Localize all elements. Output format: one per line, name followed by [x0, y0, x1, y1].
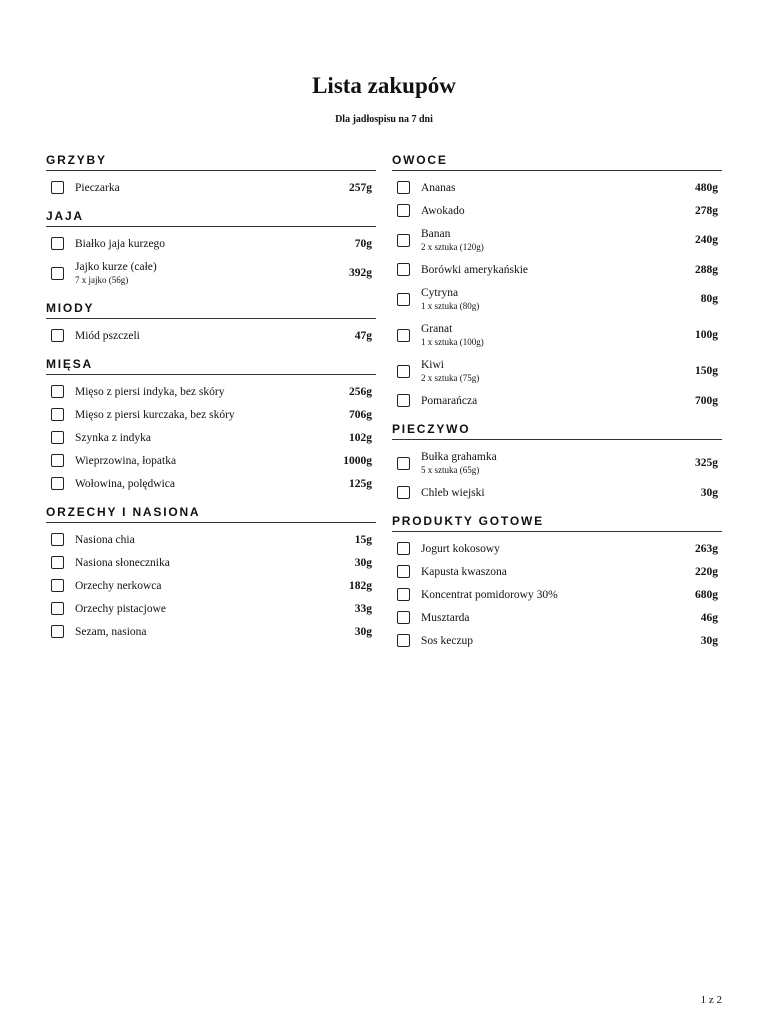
list-item	[46, 597, 376, 620]
list-item	[392, 445, 722, 481]
section-jaja	[46, 207, 376, 291]
item-text	[75, 625, 355, 639]
item-name: Pieczarka	[75, 181, 120, 194]
list-item	[392, 199, 722, 222]
item-checkbox[interactable]	[397, 181, 410, 194]
item-amount: 125g	[349, 477, 372, 490]
item-amount: 480g	[695, 181, 718, 194]
list-item	[46, 620, 376, 643]
list-item	[46, 232, 376, 255]
item-checkbox[interactable]	[397, 634, 410, 647]
item-checkbox[interactable]	[397, 263, 410, 276]
item-name: Sos keczup	[421, 634, 474, 647]
left-column	[46, 151, 376, 651]
item-checkbox[interactable]	[397, 234, 410, 247]
list-item	[46, 403, 376, 426]
list-item	[392, 176, 722, 199]
list-item	[392, 317, 722, 353]
list-item	[46, 574, 376, 597]
item-checkbox[interactable]	[51, 431, 64, 444]
item-amount: 220g	[695, 565, 718, 578]
item-name: Ananas	[421, 181, 456, 194]
item-checkbox[interactable]	[51, 408, 64, 421]
item-name: Bułka grahamka	[421, 451, 497, 463]
list-item	[46, 255, 376, 291]
item-name: Banan	[421, 228, 451, 240]
page-title: Lista zakupów	[312, 73, 456, 98]
item-amount: 100g	[695, 329, 718, 341]
item-text	[421, 634, 701, 648]
item-amount: 30g	[354, 625, 372, 638]
list-item	[392, 560, 722, 583]
item-amount: 257g	[349, 181, 372, 194]
item-name: Orzechy pistacjowe	[75, 602, 167, 615]
list-item	[46, 449, 376, 472]
list-item	[46, 380, 376, 403]
item-checkbox[interactable]	[51, 477, 64, 490]
item-name: Awokado	[421, 204, 465, 217]
item-amount: 288g	[695, 263, 718, 276]
list-item	[392, 222, 722, 258]
item-amount: 278g	[695, 204, 718, 217]
item-amount: 240g	[695, 234, 718, 246]
item-amount: 70g	[354, 237, 372, 250]
list-item	[392, 537, 722, 560]
item-text	[75, 237, 355, 251]
item-checkbox[interactable]	[51, 181, 64, 194]
item-checkbox[interactable]	[397, 365, 410, 378]
item-amount: 325g	[695, 457, 718, 469]
item-name: Białko jaja kurzego	[75, 237, 166, 250]
item-text	[421, 542, 695, 556]
item-checkbox[interactable]	[51, 556, 64, 569]
item-amount: 80g	[700, 293, 718, 305]
item-amount: 263g	[695, 542, 718, 555]
section-title: GRZYBY	[46, 151, 376, 171]
item-checkbox[interactable]	[397, 486, 410, 499]
section-title: MIODY	[46, 299, 376, 319]
item-portion: 1 x sztuka (100g)	[421, 337, 484, 347]
item-text	[421, 286, 701, 312]
item-name: Jajko kurze (całe)	[75, 261, 157, 273]
item-checkbox[interactable]	[51, 385, 64, 398]
item-text	[75, 579, 349, 593]
item-amount: 15g	[354, 533, 372, 546]
list-item	[392, 606, 722, 629]
list-item	[392, 389, 722, 412]
section-grzyby	[46, 151, 376, 199]
item-text	[421, 588, 695, 602]
item-text	[75, 454, 343, 468]
item-checkbox[interactable]	[51, 602, 64, 615]
item-amount: 47g	[354, 329, 372, 342]
item-checkbox[interactable]	[397, 457, 410, 470]
section-miody	[46, 299, 376, 347]
item-amount: 1000g	[343, 454, 372, 467]
item-checkbox[interactable]	[397, 588, 410, 601]
item-checkbox[interactable]	[51, 329, 64, 342]
item-name: Jogurt kokosowy	[421, 542, 500, 555]
item-amount: 700g	[695, 394, 718, 407]
item-checkbox[interactable]	[397, 204, 410, 217]
item-name: Cytryna	[421, 287, 459, 299]
list-item	[392, 353, 722, 389]
section-title: PRODUKTY GOTOWE	[392, 512, 722, 532]
section-owoce	[392, 151, 722, 412]
section-pieczywo	[392, 420, 722, 504]
item-amount: 30g	[354, 556, 372, 569]
item-checkbox[interactable]	[51, 533, 64, 546]
item-name: Szynka z indyka	[75, 431, 152, 444]
item-name: Mięso z piersi indyka, bez skóry	[75, 385, 225, 398]
item-amount: 182g	[349, 579, 372, 592]
list-item	[46, 324, 376, 347]
list-item	[46, 176, 376, 199]
item-checkbox[interactable]	[397, 611, 410, 624]
list-item	[46, 472, 376, 495]
item-checkbox[interactable]	[51, 267, 64, 280]
item-checkbox[interactable]	[51, 237, 64, 250]
section-title: OWOCE	[392, 151, 722, 171]
item-name: Miód pszczeli	[75, 329, 140, 342]
item-text	[421, 263, 695, 277]
list-item	[46, 528, 376, 551]
item-text	[75, 602, 355, 616]
item-name: Nasiona słonecznika	[75, 556, 170, 569]
item-checkbox[interactable]	[51, 625, 64, 638]
list-item	[392, 281, 722, 317]
item-name: Borówki amerykańskie	[421, 263, 528, 276]
item-portion: 2 x sztuka (120g)	[421, 242, 484, 252]
item-checkbox[interactable]	[397, 542, 410, 555]
item-name: Sezam, nasiona	[75, 625, 147, 638]
item-amount: 30g	[700, 634, 718, 647]
list-item	[392, 629, 722, 652]
section-miesa	[46, 355, 376, 495]
section-title: ORZECHY I NASIONA	[46, 503, 376, 523]
item-name: Orzechy nerkowca	[75, 579, 162, 592]
item-name: Kiwi	[421, 359, 444, 371]
item-text	[421, 394, 695, 408]
item-name: Musztarda	[421, 611, 470, 624]
item-name: Granat	[421, 323, 453, 335]
right-column	[392, 151, 722, 660]
item-text	[421, 486, 701, 500]
item-text	[421, 565, 695, 579]
list-item	[46, 426, 376, 449]
item-checkbox[interactable]	[397, 565, 410, 578]
item-name: Wołowina, polędwica	[75, 477, 175, 490]
item-text	[75, 408, 349, 422]
item-checkbox[interactable]	[51, 454, 64, 467]
item-amount: 150g	[695, 365, 718, 377]
item-amount: 392g	[349, 267, 372, 279]
item-amount: 102g	[349, 431, 372, 444]
item-text	[421, 181, 695, 195]
section-title: MIĘSA	[46, 355, 376, 375]
item-text	[75, 431, 349, 445]
item-amount: 46g	[700, 611, 718, 624]
item-amount: 33g	[354, 602, 372, 615]
item-checkbox[interactable]	[397, 293, 410, 306]
item-name: Wieprzowina, łopatka	[75, 454, 177, 467]
item-amount: 256g	[349, 385, 372, 398]
item-amount: 706g	[349, 408, 372, 421]
list-item	[46, 551, 376, 574]
list-item	[392, 481, 722, 504]
item-name: Mięso z piersi kurczaka, bez skóry	[75, 408, 235, 421]
item-portion: 7 x jajko (56g)	[75, 275, 129, 285]
item-amount: 30g	[700, 486, 718, 499]
item-text	[421, 227, 695, 253]
item-text	[421, 204, 695, 218]
section-orzechy-i-nasiona	[46, 503, 376, 643]
item-portion: 2 x sztuka (75g)	[421, 373, 480, 383]
item-text	[421, 358, 695, 384]
item-name: Kapusta kwaszona	[421, 565, 507, 578]
list-item	[392, 583, 722, 606]
item-text	[75, 477, 349, 491]
item-text	[421, 611, 701, 625]
item-text	[75, 533, 355, 547]
item-checkbox[interactable]	[51, 579, 64, 592]
item-text	[75, 260, 349, 286]
item-amount: 680g	[695, 588, 718, 601]
item-name: Nasiona chia	[75, 533, 135, 546]
item-name: Pomarańcza	[421, 394, 478, 407]
item-checkbox[interactable]	[397, 394, 410, 407]
section-title: PIECZYWO	[392, 420, 722, 440]
item-text	[75, 385, 349, 399]
item-text	[75, 329, 355, 343]
item-checkbox[interactable]	[397, 329, 410, 342]
list-item	[392, 258, 722, 281]
item-name: Koncentrat pomidorowy 30%	[421, 588, 558, 601]
item-text	[421, 450, 695, 476]
page-number: 1 z 2	[700, 994, 722, 1006]
item-text	[75, 181, 349, 195]
item-text	[421, 322, 695, 348]
item-portion: 1 x sztuka (80g)	[421, 301, 480, 311]
page-subtitle: Dla jadłospisu na 7 dni	[335, 114, 433, 125]
section-produkty-gotowe	[392, 512, 722, 652]
item-name: Chleb wiejski	[421, 486, 485, 499]
section-title: JAJA	[46, 207, 376, 227]
item-portion: 5 x sztuka (65g)	[421, 465, 480, 475]
item-text	[75, 556, 355, 570]
